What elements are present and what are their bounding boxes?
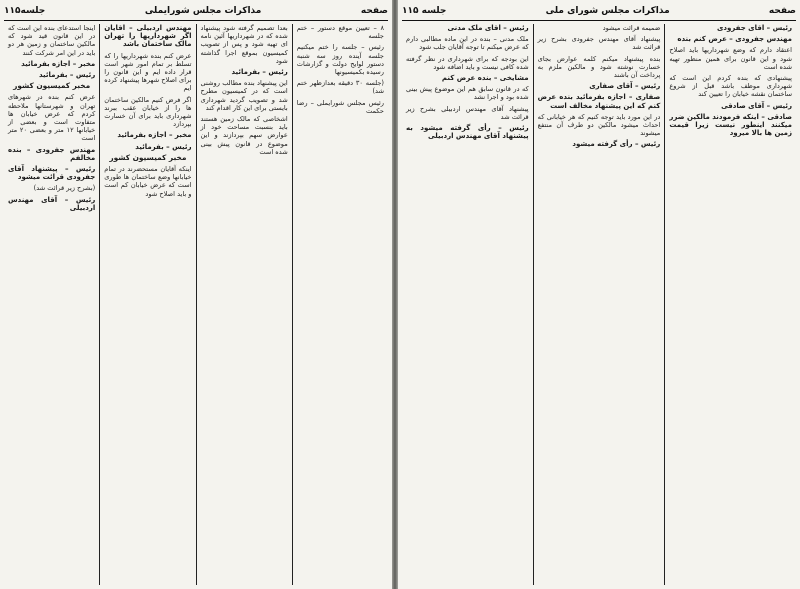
left-page-title: مذاکرات مجلس شورایملی: [144, 6, 262, 16]
speaker-line: رئیس – بفرمائید: [135, 142, 192, 151]
right-page-number: صفحه: [768, 6, 796, 16]
section-heading: مخبر کمیسیون کشور: [109, 152, 187, 162]
right-page-title: مذاکرات مجلس شورای ملی: [545, 6, 670, 16]
left-header-rule: [4, 20, 388, 21]
body-paragraph: اینکه آقایان مستحضرند در تمام خیابانها وضع ساختمان ها طوری است که عرض خیابان کم است و باید اصلاح شود: [104, 165, 192, 198]
body-paragraph: بنده پیشنهاد میکنم کلمه عوارض بجای خسارت نوشته شود و مالکین ملزم به پرداخت آن باشند: [537, 54, 661, 80]
speaker-line: رئیس – آقای مهندس اردبیلی: [8, 195, 96, 212]
text-column: [99, 24, 195, 585]
text-column: [402, 24, 533, 585]
body-paragraph: رئیس – جلسه را ختم میکنیم جلسه آینده روز سه شنبه دستور لوایح دولت و گزارشات رسیده بکمیسیونها: [296, 43, 384, 77]
body-paragraph: ضمیمه قرائت میشود: [602, 24, 661, 32]
body-paragraph: این بودجه که برای شهرداری در نظر گرفته شده کافی نیست و باید اضافه شود: [405, 54, 529, 71]
speaker-line: رئیس – آقای صفاری: [589, 82, 661, 91]
body-paragraph: ملک مدنی – بنده در این ماده مطالبی دارم که عرض میکنم تا توجه آقایان جلب شود: [405, 35, 529, 52]
body-paragraph: پیشنهاد آقای مهندس جفرودی بشرح زیر قرائت شد: [537, 35, 661, 52]
right-session-label: جلسه ۱۱۵: [402, 6, 447, 16]
section-heading: مخبر کمیسیون کشور: [13, 81, 91, 91]
speaker-line: صادقی – اینکه فرمودند مالکین ضرر میکنند اینطور نیست زیرا قیمت زمین ها بالا میرود: [669, 112, 792, 138]
body-paragraph: اعتقاد دارم که وضع شهرداریها باید اصلاح شود و این قانون برای همین منظور تهیه شده است: [669, 46, 792, 71]
body-paragraph: عرض کنم بنده شهرداریها را که تسلط بر تمام امور شهر است قرار داده ایم و این قانون را برای اصلاح شهرها پیشنهاد کرده ایم: [104, 51, 192, 93]
body-paragraph: (جلسه ۳۰ دقیقه بعدازظهر ختم شد): [296, 79, 384, 96]
body-paragraph: بعدا تصمیم گرفته شود پیشنهاد شده که در شهرداریها آئین نامه ای تهیه شود و پس از تصویب کمیسیون بموقع اجرا گذاشته شود: [200, 24, 288, 65]
body-paragraph: در این مورد باید توجه کنیم که هر خیابانی که احداث میشود مالکین دو طرف آن منتفع میشوند: [537, 112, 661, 138]
speaker-line: رئیس – آقای جفرودی: [716, 24, 792, 32]
speaker-line: رئیس – بفرمائید: [231, 68, 288, 77]
speaker-line: رئیس – رأی گرفته میشود: [572, 140, 661, 149]
body-paragraph: این پیشنهاد بنده مطالب روشنی است که در کمیسیون مطرح شد و تصویب گردید شهرداری بایستی برای این کار اقدام کند: [200, 79, 288, 112]
text-column: [292, 24, 388, 585]
left-columns: [4, 24, 388, 585]
speaker-line: مخبر – اجازه بفرمائید: [21, 59, 96, 68]
text-column: [4, 24, 99, 585]
speaker-line: مهندس جفرودی – عرض کنم بنده: [677, 35, 792, 44]
speaker-line: رئیس – پیشنهاد آقای جفرودی قرائت میشود: [8, 165, 96, 182]
speaker-line: مشایخی – بنده عرض کنم: [441, 74, 529, 83]
body-paragraph: که در قانون سابق هم این موضوع پیش بینی شده بود و اجرا نشد: [405, 85, 529, 102]
left-page-header: [4, 3, 388, 19]
body-paragraph: اینجا استدعای بنده این است که در این قانون قید شود که مالکین ساختمان و زمین هر دو باید در این امر شرکت کنند: [8, 24, 96, 57]
body-paragraph: رئیس مجلس شورایملی – رضا حکمت: [296, 98, 384, 115]
right-page: [398, 0, 800, 589]
right-page-header: [402, 3, 796, 19]
speaker-line: صفاری – اجازه بفرمائید بنده عرض کنم که این پیشنهاد مخالف است: [537, 93, 661, 110]
text-column: [664, 24, 796, 585]
body-paragraph: ۸ – تعیین موقع دستور – ختم جلسه: [296, 24, 384, 41]
speaker-line: مخبر – اجازه بفرمائید: [117, 131, 192, 140]
right-columns: [402, 24, 796, 585]
speaker-line: رئیس – رأی گرفته میشود به پیشنهاد آقای مهندس اردبیلی: [405, 124, 529, 141]
speaker-line: رئیس – بفرمائید: [38, 71, 96, 80]
speaker-line: رئیس – آقای صادقی: [721, 101, 792, 110]
speaker-line: مهندس اردبیلی – آقایان اگر شهرداریها را تهران مالک ساختمان باشد: [104, 24, 192, 49]
body-paragraph: عرض کنم بنده در شهرهای تهران و شهرستانها ملاحظه کردم که عرض خیابان ها متفاوت است و بعضی از خیابانها ۱۲ متر و بعضی ۲۰ متر است: [8, 93, 96, 143]
body-paragraph: اگر فرض کنیم مالکین ساختمان ها را از خیابان عقب ببرند شهرداری باید برای آن خسارت بپردازد: [104, 95, 192, 129]
left-session-label: جلسه۱۱۵: [4, 6, 46, 16]
speaker-line: مهندس جفرودی – بنده مخالفم: [8, 145, 96, 162]
text-column: [533, 24, 665, 585]
body-paragraph: (بشرح زیر قرائت شد): [33, 184, 96, 193]
left-page: [0, 0, 392, 589]
body-paragraph: اشخاصی که مالک زمین هستند باید بنسبت مساحت خود از عوارض سهم بپردازند و این موضوع در قانون پیش بینی شده است: [200, 115, 288, 156]
body-paragraph: پیشنهاد آقای مهندس اردبیلی بشرح زیر قرائت شد: [405, 104, 529, 121]
right-header-rule: [402, 20, 796, 21]
body-paragraph: پیشنهادی که بنده کردم این است که شهرداری موظف باشد قبل از شروع ساختمان نقشه خیابان را تعیین کند: [669, 74, 792, 99]
left-page-number: صفحه: [360, 6, 388, 16]
text-column: [196, 24, 292, 585]
speaker-line: رئیس – آقای ملک مدنی: [447, 24, 529, 32]
